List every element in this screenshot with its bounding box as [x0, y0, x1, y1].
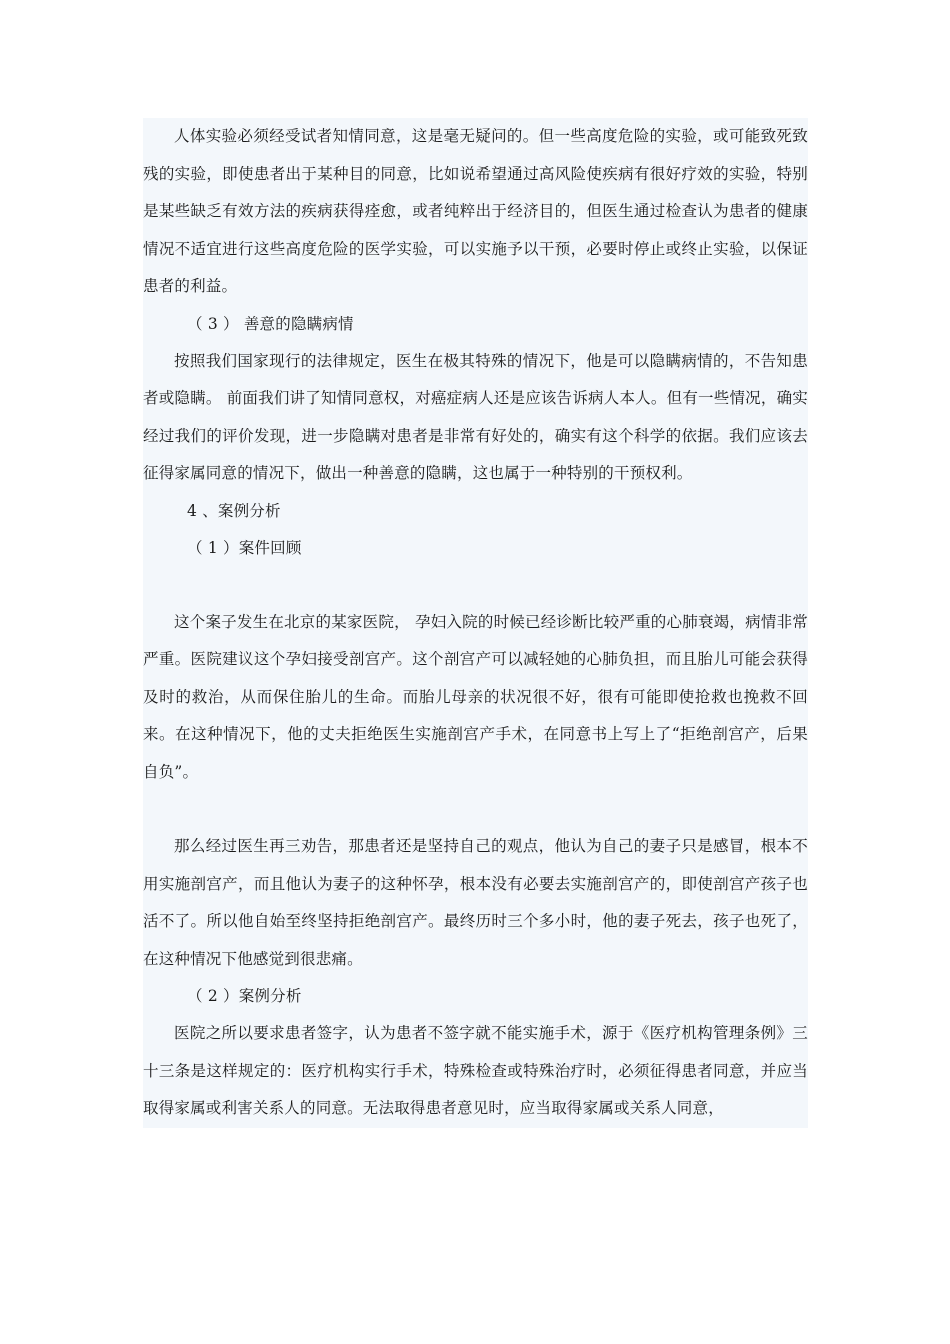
- blank-line: [143, 567, 808, 604]
- section-heading-case-study: 4 、案例分析: [187, 501, 281, 520]
- section-heading-benevolent-concealment: （ 3 ） 善意的隐瞒病情: [187, 314, 354, 333]
- paragraph-case-facts: 这个案子发生在北京的某家医院， 孕妇入院的时候已经诊断比较严重的心肺衰竭，病情非常严重。医院建议这个孕妇接受剖宫产。这个剖宫产可以减轻她的心肺负担，而且胎儿可能会获得及时的救治，从而保住胎儿的生命。而胎儿母亲的状况很不好，很有可能即使抢救也挽救不回来。在这种情况下，他的丈夫拒绝医生实施剖宫产手术，在同意书上写上了“拒绝剖宫产，后果自负”。: [143, 612, 808, 781]
- blank-line: [143, 791, 808, 828]
- subheading-case-review: （ 1 ）案件回顾: [187, 538, 302, 557]
- paragraph-husband-refusal: 那么经过医生再三劝告，那患者还是坚持自己的观点，他认为自己的妻子只是感冒，根本不用实施剖宫产，而且他认为妻子的这种怀孕，根本没有必要去实施剖宫产的，即使剖宫产孩子也活不了。所以他自始至终坚持拒绝剖宫产。最终历时三个多小时，他的妻子死去，孩子也死了，在这种情况下他感觉到很悲痛。: [143, 837, 808, 968]
- paragraph-regulation: 医院之所以要求患者签字，认为患者不签字就不能实施手术，源于《医疗机构管理条例》三十三条是这样规定的：医疗机构实行手术，特殊检查或特殊治疗时，必须征得患者同意，并应当取得家属或利害关系人的同意。无法取得患者意见时，应当取得家属或关系人同意，: [143, 1024, 808, 1117]
- paragraph-human-experiment: 人体实验必须经受试者知情同意，这是毫无疑问的。但一些高度危险的实验，或可能致死致残的实验，即使患者出于某种目的同意，比如说希望通过高风险使疾病有很好疗效的实验，特别是某些缺乏有效方法的疾病获得痊愈，或者纯粹出于经济目的，但医生通过检查认为患者的健康情况不适宜进行这些高度危险的医学实验，可以实施予以干预，必要时停止或终止实验，以保证患者的利益。: [143, 127, 808, 295]
- subheading-case-analysis: （ 2 ）案例分析: [187, 987, 302, 1005]
- document-body: [143, 118, 808, 1128]
- paragraph-concealment: 按照我们国家现行的法律规定，医生在极其特殊的情况下，他是可以隐瞒病情的，不告知患者或隐瞒。 前面我们讲了知情同意权，对癌症病人还是应该告诉病人本人。但有一些情况，确实经过我们的评价发现，进一步隐瞒对患者是非常有好处的，确实有这个科学的依据。我们应该去征得家属同意的情况下，做出一种善意的隐瞒，这也属于一种特别的干预权利。: [143, 351, 808, 482]
